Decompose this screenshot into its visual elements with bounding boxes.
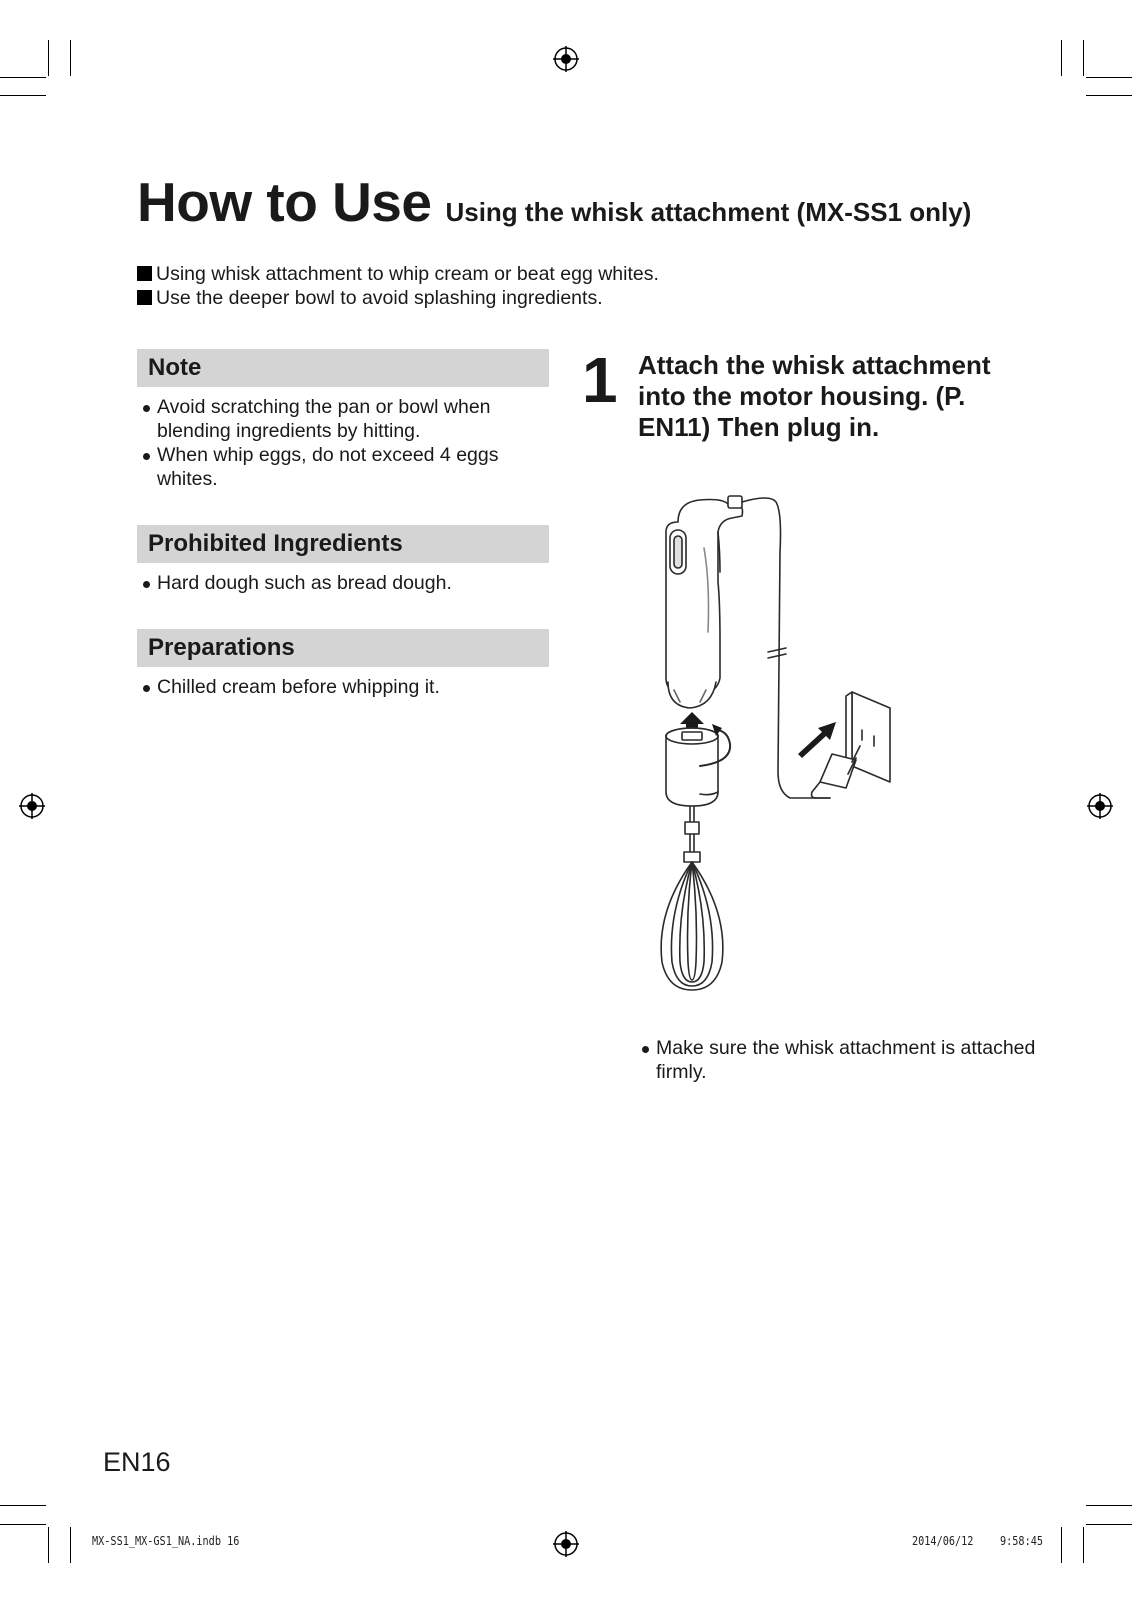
prohibited-list [137, 571, 549, 595]
page-number: EN16 [103, 1447, 171, 1477]
crop-mark [70, 1527, 71, 1563]
page-title-main: How to Use [137, 171, 432, 233]
registration-mark-icon [19, 793, 45, 819]
preparations-section [137, 629, 549, 699]
crop-mark [1086, 77, 1132, 78]
note-section [137, 349, 549, 491]
intro-item: Using whisk attachment to whip cream or beat egg whites. [137, 262, 659, 286]
crop-mark [48, 40, 49, 76]
crop-mark [1083, 40, 1084, 76]
crop-mark [1061, 40, 1062, 76]
crop-mark [1083, 1527, 1084, 1563]
step-note: Make sure the whisk attachment is attached firmly. [640, 1036, 1036, 1084]
step-instruction: Attach the whisk attachment into the motor housing. (P. EN11) Then plug in. [638, 350, 991, 442]
registration-mark-icon [553, 1531, 579, 1557]
note-heading: Note [137, 349, 549, 387]
crop-mark [70, 40, 71, 76]
step-number: 1 [582, 344, 618, 416]
preparations-heading: Preparations [137, 629, 549, 667]
crop-mark [48, 1527, 49, 1563]
list-item: When whip eggs, do not exceed 4 eggs whites. [137, 443, 549, 491]
square-bullet-icon [137, 266, 152, 281]
registration-mark-icon [1087, 793, 1113, 819]
intro-list [137, 262, 659, 310]
crop-mark [1086, 1505, 1132, 1506]
crop-mark [0, 77, 46, 78]
page-title-sub: Using the whisk attachment (MX-SS1 only) [445, 197, 972, 227]
crop-mark [1086, 1524, 1132, 1525]
print-slug-time: 9:58:45 [1000, 1534, 1043, 1548]
hand-blender-whisk-illustration [660, 492, 920, 1012]
preparations-list [137, 675, 549, 699]
crop-mark [1061, 1527, 1062, 1563]
page-title [137, 170, 971, 234]
crop-mark [0, 1505, 46, 1506]
crop-mark [0, 1524, 46, 1525]
prohibited-heading: Prohibited Ingredients [137, 525, 549, 563]
square-bullet-icon [137, 290, 152, 305]
list-item: Chilled cream before whipping it. [137, 675, 549, 699]
print-slug-file: MX-SS1_MX-GS1_NA.indb 16 [92, 1534, 240, 1548]
intro-item: Use the deeper bowl to avoid splashing ingredients. [137, 286, 659, 310]
prohibited-section [137, 525, 549, 595]
note-list [137, 395, 549, 491]
list-item: Avoid scratching the pan or bowl when blending ingredients by hitting. [137, 395, 549, 443]
registration-mark-icon [553, 46, 579, 72]
print-slug-date: 2014/06/12 [912, 1534, 974, 1548]
crop-mark [0, 95, 46, 96]
list-item: Hard dough such as bread dough. [137, 571, 549, 595]
crop-mark [1086, 95, 1132, 96]
